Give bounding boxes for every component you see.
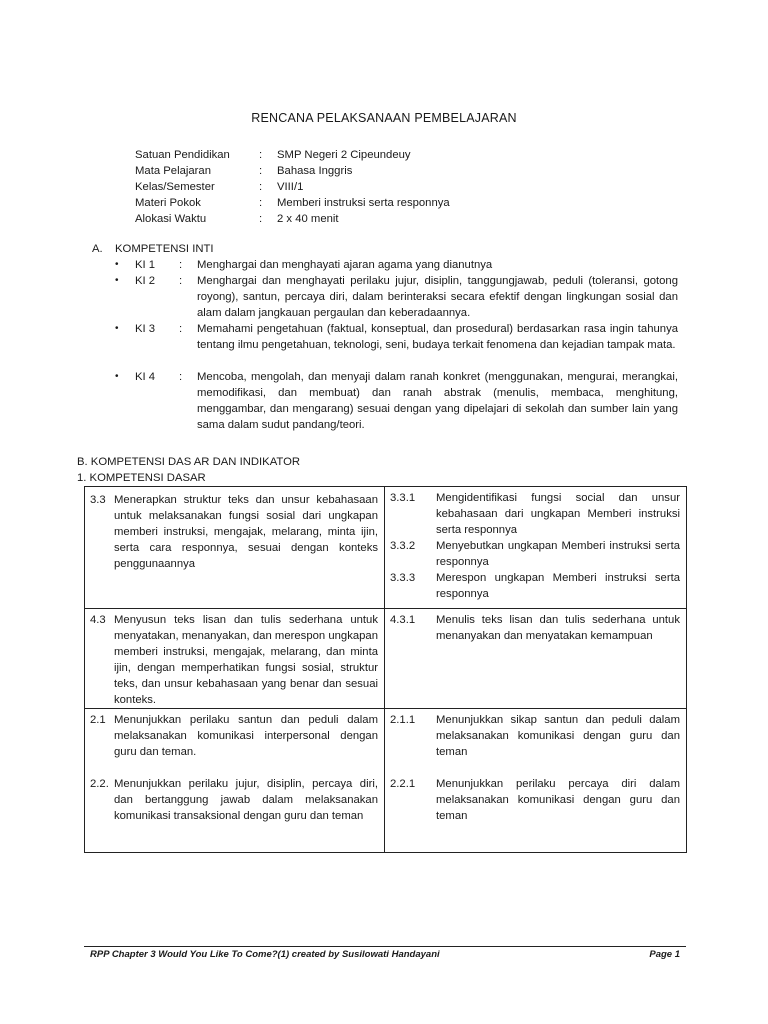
identity-value: SMP Negeri 2 Cipeundeuy — [277, 149, 411, 161]
identity-label: Materi Pokok — [135, 197, 201, 209]
identity-label: Kelas/Semester — [135, 181, 215, 193]
page-footer — [90, 948, 680, 962]
kompetensi-dasar-table — [84, 486, 687, 853]
identity-label: Alokasi Waktu — [135, 213, 207, 225]
indikator-item — [390, 570, 680, 602]
kd-item — [90, 492, 378, 572]
identity-row — [135, 179, 450, 195]
indikator-item — [390, 538, 680, 570]
identity-row — [135, 147, 450, 163]
section-a-letter: A. — [92, 243, 103, 255]
identity-value: Memberi instruksi serta responnya — [277, 197, 450, 209]
indikator-text: Mengidentifikasi fungsi social dan unsur kebahasaan dari ungkapan Memberi instruksi serta responnya — [436, 492, 680, 536]
kd-cell — [85, 709, 385, 853]
section-b-subtitle: 1. KOMPETENSI DASAR — [77, 472, 206, 484]
section-a-heading — [92, 241, 214, 257]
ki-text: Mencoba, mengolah, dan menyaji dalam ranah konkret (menggunakan, mengurai, merangkai, memodifikasi, dan membuat) dan ranah abstrak (menulis, membaca, menghitung, menggambar, dan mengarang) sesuai dengan yang dipelajari di sekolah dan sumber lain yang sama dalam sudut pandang/teori. — [197, 371, 678, 431]
footer-credit: RPP Chapter 3 Would You Like To Come?(1) created by Susilowati Handayani — [90, 949, 440, 960]
identity-value: Bahasa Inggris — [277, 165, 353, 177]
ki-colon: : — [179, 371, 183, 383]
indikator-item — [390, 490, 680, 538]
indikator-number: 2.1.1 — [390, 714, 416, 726]
indikator-item — [390, 776, 680, 824]
identity-label: Mata Pelajaran — [135, 165, 211, 177]
document-title: RENCANA PELAKSANAAN PEMBELAJARAN — [251, 111, 517, 125]
indikator-text: Menulis teks lisan dan tulis sederhana untuk menanyakan dan menyatakan kemampuan — [436, 614, 680, 642]
identity-colon: : — [259, 165, 263, 177]
kd-number: 2.2. — [90, 778, 109, 790]
kd-cell — [85, 609, 385, 709]
identity-value: VIII/1 — [277, 181, 304, 193]
ki-item — [115, 257, 678, 273]
bullet-icon: • — [115, 275, 119, 286]
kd-item — [90, 712, 378, 760]
identity-row — [135, 195, 450, 211]
kd-item — [90, 612, 378, 708]
bullet-icon: • — [115, 371, 119, 382]
identity-colon: : — [259, 197, 263, 209]
identity-value: 2 x 40 menit — [277, 213, 339, 225]
indikator-cell — [385, 709, 687, 853]
indikator-cell — [385, 487, 687, 609]
ki-code: KI 4 — [135, 371, 156, 383]
identity-row — [135, 211, 450, 227]
indikator-number: 3.3.3 — [390, 572, 416, 584]
indikator-number: 2.2.1 — [390, 778, 416, 790]
identity-label: Satuan Pendidikan — [135, 149, 230, 161]
indikator-item — [390, 712, 680, 760]
ki-colon: : — [179, 323, 183, 335]
ki-code: KI 1 — [135, 259, 156, 271]
kd-text: Menyusun teks lisan dan tulis sederhana untuk menyatakan, menanyakan, dan merespon ungkapan memberi instruksi, mengajak, melarang, dan minta ijin, dengan memperhatikan fungsi sosial, struktur teks, dan unsur kebahasaan yang benar dan sesuai konteks. — [114, 614, 378, 706]
section-a-title: KOMPETENSI INTI — [115, 243, 214, 255]
kd-number: 2.1 — [90, 714, 106, 726]
bullet-icon: • — [115, 323, 119, 334]
identity-colon: : — [259, 213, 263, 225]
kd-text: Menerapkan struktur teks dan unsur kebahasaan untuk melaksanakan fungsi sosial dari ungkapan memberi instruksi, mengajak, melarang, minta ijin, serta cara responnya, sesuai dengan konteks penggunaannya — [114, 494, 378, 570]
identity-row — [135, 163, 450, 179]
indikator-number: 4.3.1 — [390, 614, 416, 626]
bullet-icon: • — [115, 259, 119, 270]
indikator-number: 3.3.1 — [390, 492, 416, 504]
table-row — [85, 709, 687, 853]
table-row — [85, 487, 687, 609]
indikator-text: Menunjukkan perilaku percaya diri dalam melaksanakan komunikasi dengan guru dan teman — [436, 778, 680, 822]
kd-cell — [85, 487, 385, 609]
ki-code: KI 3 — [135, 323, 156, 335]
identity-colon: : — [259, 149, 263, 161]
indikator-text: Menyebutkan ungkapan Memberi instruksi serta responnya — [436, 540, 680, 568]
ki-item — [115, 273, 678, 321]
ki-item — [115, 321, 678, 353]
indikator-text: Merespon ungkapan Memberi instruksi serta responnya — [436, 572, 680, 600]
page-number: Page 1 — [649, 949, 680, 960]
indikator-number: 3.3.2 — [390, 540, 416, 552]
ki-colon: : — [179, 259, 183, 271]
kd-item — [90, 776, 378, 824]
ki-text: Memahami pengetahuan (faktual, konseptual, dan prosedural) berdasarkan rasa ingin tahunya tentang ilmu pengetahuan, teknologi, seni, budaya terkait fenomena dan kejadian tampak mata. — [197, 323, 678, 351]
ki-colon: : — [179, 275, 183, 287]
kd-number: 4.3 — [90, 614, 106, 626]
indikator-cell — [385, 609, 687, 709]
ki-text: Menghargai dan menghayati perilaku jujur, disiplin, tanggungjawab, peduli (toleransi, gotong royong), santun, percaya diri, dalam berinteraksi secara efektif dengan lingkungan sosial dan alam dalam jangkauan pergaulan dan keberadaannya. — [197, 275, 678, 319]
section-b-heading — [77, 454, 300, 486]
kd-number: 3.3 — [90, 494, 106, 506]
kd-text: Menunjukkan perilaku santun dan peduli dalam melaksanakan komunikasi interpersonal dengan guru dan teman. — [114, 714, 378, 758]
table-row — [85, 609, 687, 709]
section-b-title: B. KOMPETENSI DAS AR DAN INDIKATOR — [77, 456, 301, 468]
identity-colon: : — [259, 181, 263, 193]
ki-code: KI 2 — [135, 275, 156, 287]
ki-text: Menghargai dan menghayati ajaran agama yang dianutnya — [197, 259, 493, 271]
identity-block — [135, 147, 450, 227]
kd-text: Menunjukkan perilaku jujur, disiplin, percaya diri, dan bertanggung jawab dalam melaksanakan komunikasi transaksional dengan guru dan teman — [114, 778, 378, 822]
ki-item — [115, 369, 678, 433]
indikator-item — [390, 612, 680, 644]
indikator-text: Menunjukkan sikap santun dan peduli dalam melaksanakan komunikasi dengan guru dan teman — [436, 714, 680, 758]
footer-divider — [84, 946, 686, 947]
